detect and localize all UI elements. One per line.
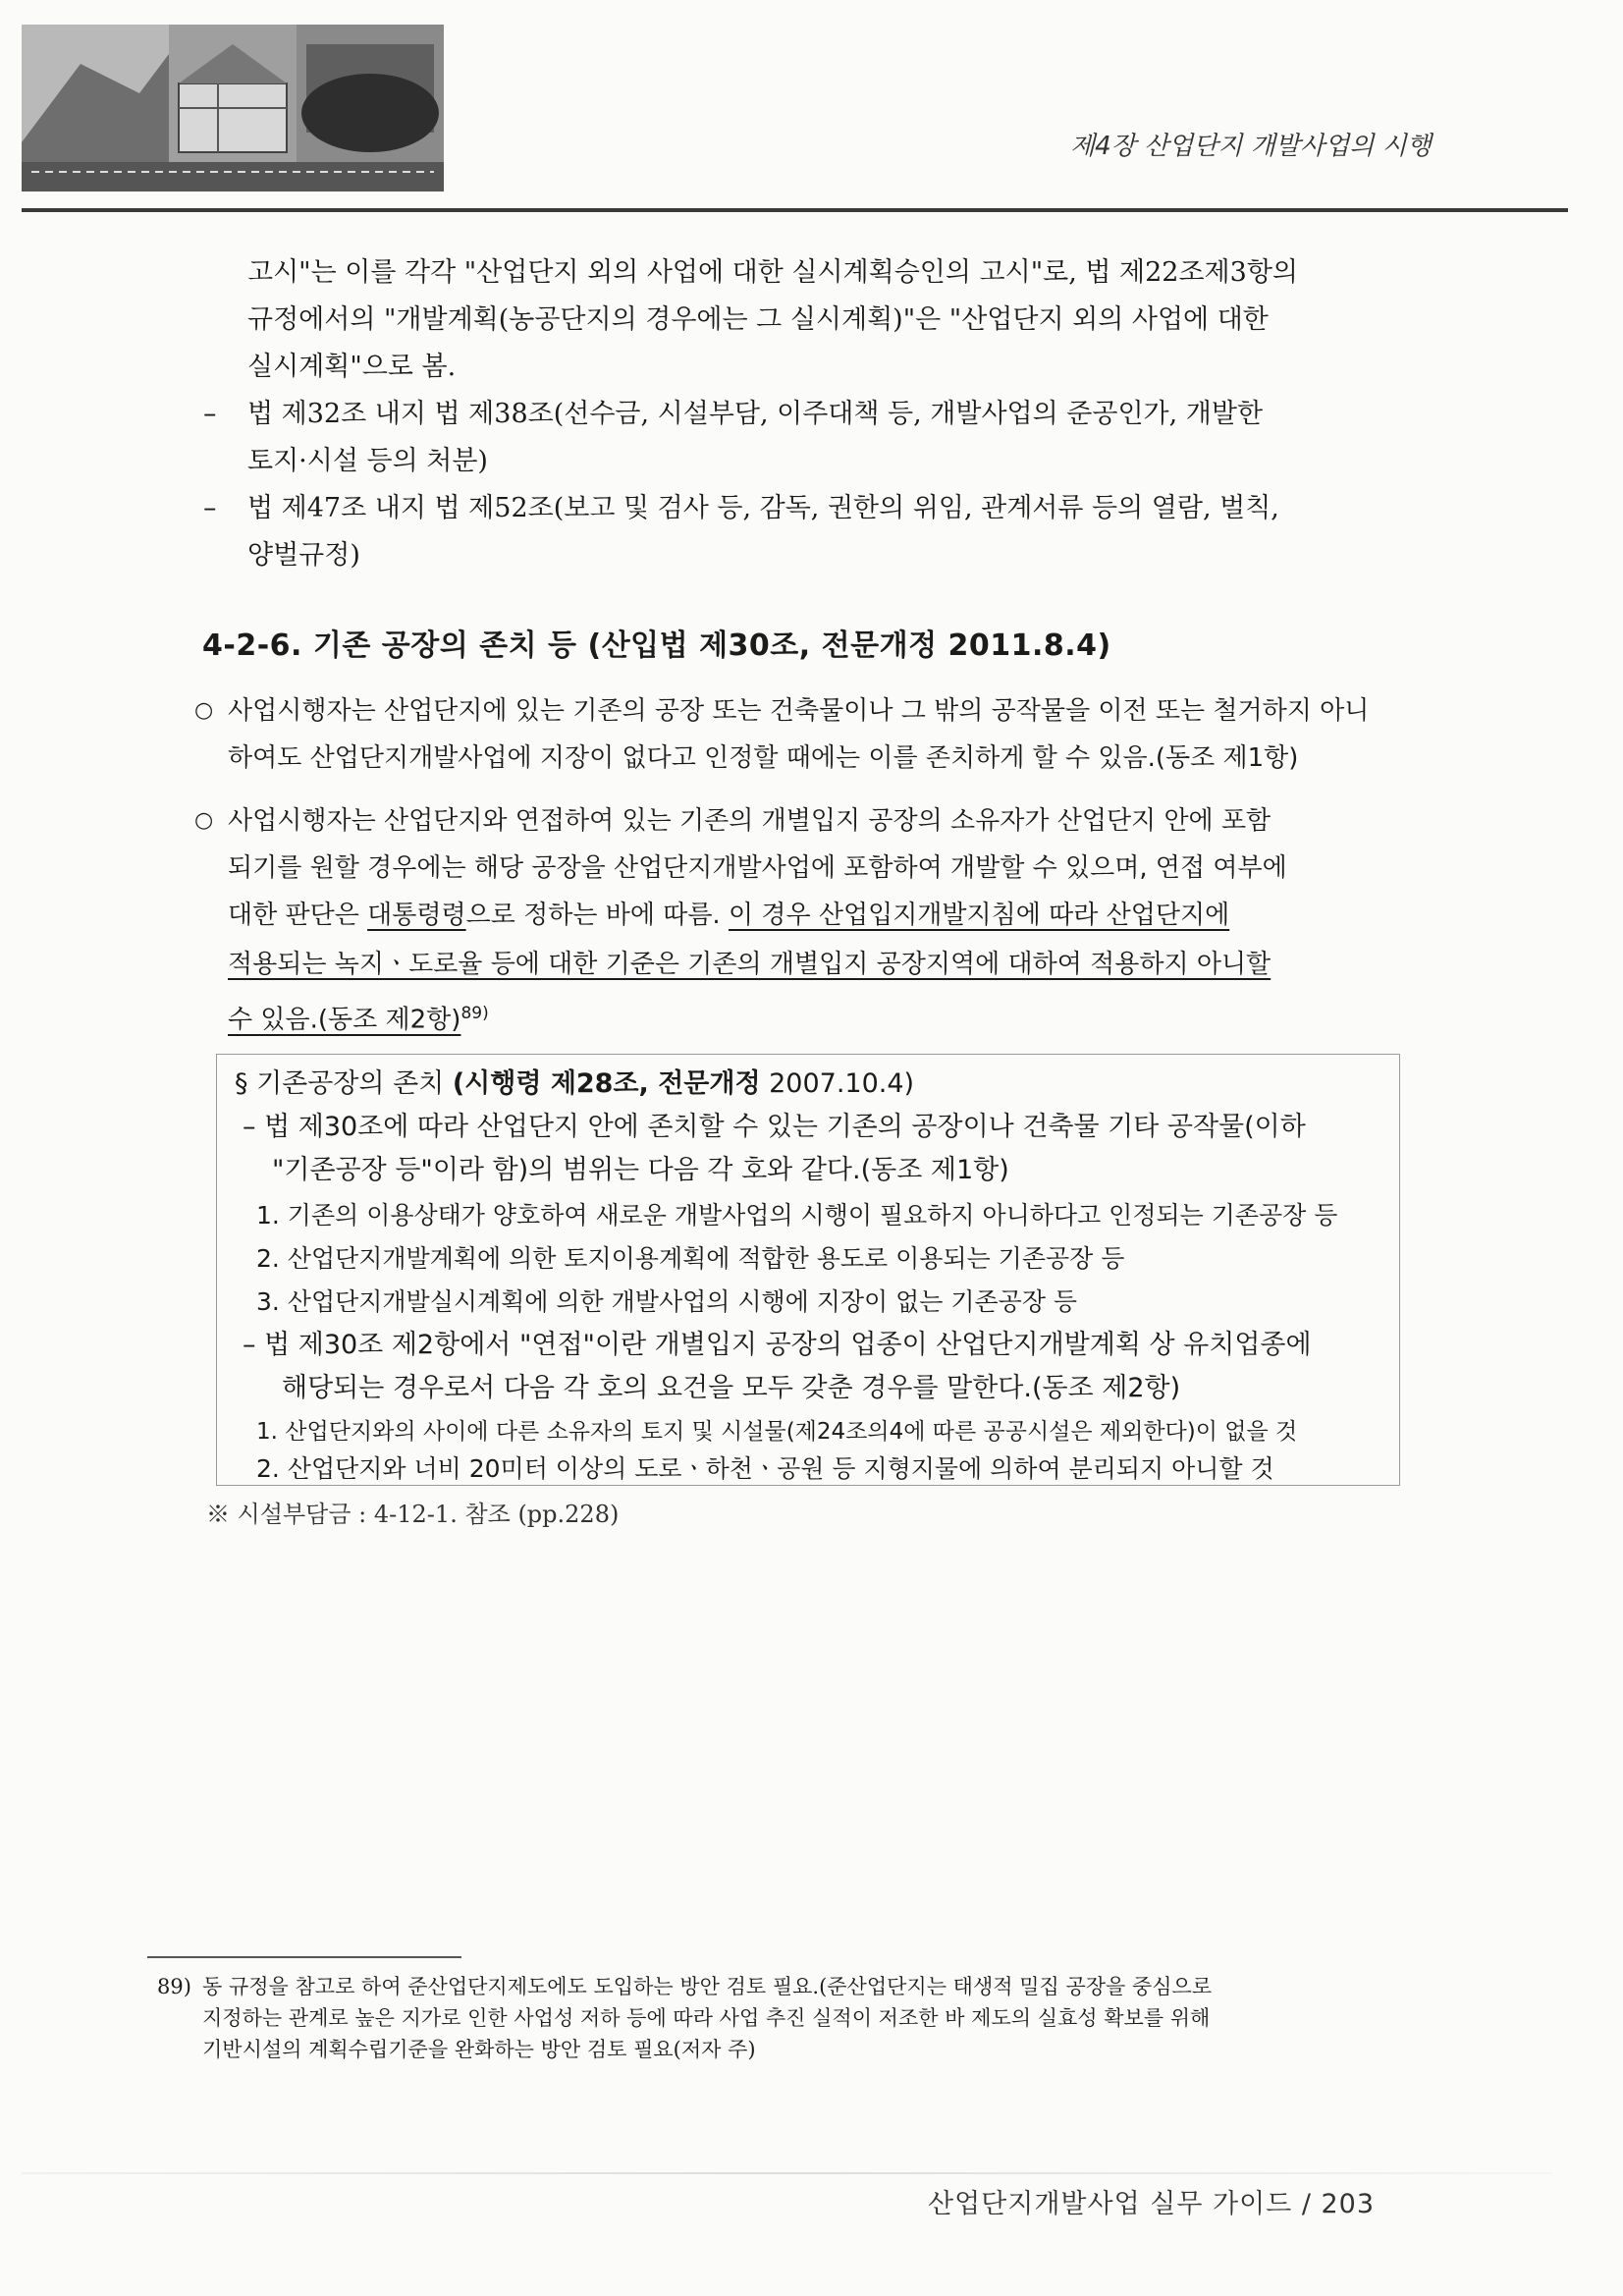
bullet-line: 사업시행자는 산업단지에 있는 기존의 공장 또는 건축물이나 그 밖의 공작물을 이전 또는 철거하지 아니 (228, 696, 1370, 726)
regulation-title-suffix: 2007.10.4) (760, 1068, 915, 1099)
regulation-title-prefix: § 기존공장의 존치 (235, 1068, 453, 1099)
footnote-line: 동 규정을 참고로 하여 준산업단지제도에도 도입하는 방안 검토 필요.(준산업단지는 태생적 밀집 공장을 중심으로 (202, 1975, 1213, 1998)
regulation-title-bold: (시행령 제28조, 전문개정 (452, 1068, 761, 1099)
regulation-item: "기존공장 등"이라 함)의 범위는 다음 각 호와 같다.(동조 제1항) (272, 1155, 1009, 1185)
regulation-box (216, 1054, 1400, 1486)
bullet-text: 으로 정하는 바에 따름. (465, 901, 729, 930)
footnote-line: 기반시설의 계획수립기준을 완화하는 방안 검토 필요(저자 주) (202, 2038, 756, 2061)
underlined-text: 수 있음.(동조 제2항) (228, 1005, 461, 1035)
underlined-text: 이 경우 산업입지개발지침에 따라 산업단지에 (728, 901, 1230, 930)
dash-marker: – (203, 399, 217, 429)
dash-item-line: 토지·시설 등의 처분) (247, 446, 488, 476)
bullet-text: 대한 판단은 (228, 901, 368, 930)
page-footer: 산업단지개발사업 실무 가이드 / 203 (928, 2189, 1376, 2219)
dash-item-line: 양벌규정) (247, 540, 360, 571)
regulation-item: 해당되는 경우로서 다음 각 호의 요건을 모두 갖춘 경우를 말한다.(동조 제2항) (282, 1373, 1181, 1403)
scan-artifact (22, 2172, 1553, 2174)
bullet-line (228, 994, 489, 1040)
chapter-title: 제4장 산업단지 개발사업의 시행 (1070, 132, 1432, 161)
reference-note: ※ 시설부담금 : 4-12-1. 참조 (pp.228) (206, 1501, 620, 1528)
intro-line: 고시"는 이를 각각 "산업단지 외의 사업에 대한 실시계획승인의 고시"로, 법 제22조제3항의 (247, 257, 1298, 288)
regulation-item: 2. 산업단지개발계획에 의한 토지이용계획에 적합한 용도로 이용되는 기존공장 등 (256, 1244, 1125, 1273)
footnote-line: 지정하는 관계로 높은 지가로 인한 사업성 저하 등에 따라 사업 추진 실적이 저조한 바 제도의 실효성 확보를 위해 (202, 2006, 1211, 2030)
regulation-item: 1. 산업단지와의 사이에 다른 소유자의 토지 및 시설물(제24조의4에 따른 공공시설은 제외한다)이 없을 것 (256, 1419, 1298, 1445)
dash-item-line: 법 제47조 내지 법 제52조(보고 및 검사 등, 감독, 권한의 위임, 관계서류 등의 열람, 벌칙, (247, 493, 1279, 523)
bullet-marker: ○ (194, 698, 214, 723)
regulation-item: 1. 기존의 이용상태가 양호하여 새로운 개발사업의 시행이 필요하지 아니하다고 인정되는 기존공장 등 (256, 1201, 1338, 1230)
regulation-item: 3. 산업단지개발실시계획에 의한 개발사업의 시행에 지장이 없는 기존공장 등 (256, 1287, 1078, 1316)
underlined-term: 대통령령 (367, 901, 466, 930)
regulation-item: 2. 산업단지와 너비 20미터 이상의 도로ㆍ하천ㆍ공원 등 지형지물에 의하여 분리되지 아니할 것 (256, 1454, 1274, 1483)
header-divider (22, 208, 1568, 212)
bullet-line: 사업시행자는 산업단지와 연접하여 있는 기존의 개별입지 공장의 소유자가 산업단지 안에 포함 (228, 806, 1271, 836)
intro-line: 실시계획"으로 봄. (247, 352, 457, 382)
regulation-title (235, 1066, 914, 1102)
regulation-item: – 법 제30조에 따라 산업단지 안에 존치할 수 있는 기존의 공장이나 건축물 기타 공작물(이하 (243, 1112, 1306, 1142)
underlined-text: 적용되는 녹지ㆍ도로율 등에 대한 기준은 기존의 개별입지 공장지역에 대하여 적용하지 아니할 (228, 950, 1271, 979)
footnote-divider (147, 1956, 461, 1958)
header-photo (22, 25, 444, 191)
regulation-item: – 법 제30조 제2항에서 "연접"이란 개별입지 공장의 업종이 산업단지개발계획 상 유치업종에 (243, 1330, 1312, 1360)
section-heading: 4-2-6. 기존 공장의 존치 등 (산입법 제30조, 전문개정 2011.8.4) (202, 629, 1111, 663)
dash-item-line: 법 제32조 내지 법 제38조(선수금, 시설부담, 이주대책 등, 개발사업의 준공인가, 개발한 (247, 399, 1264, 429)
bullet-marker: ○ (194, 808, 214, 833)
footnote-ref: 89) (460, 1004, 489, 1023)
bullet-line: 되기를 원할 경우에는 해당 공장을 산업단지개발사업에 포함하여 개발할 수 있으며, 연접 여부에 (228, 853, 1287, 883)
bullet-line (228, 896, 1229, 935)
dash-marker: – (203, 493, 217, 523)
footnote-number: 89) (157, 1975, 191, 1998)
bullet-line: 하여도 산업단지개발사업에 지장이 없다고 인정할 때에는 이를 존치하게 할 수 있음.(동조 제1항) (228, 743, 1299, 773)
intro-line: 규정에서의 "개발계획(농공단지의 경우에는 그 실시계획)"은 "산업단지 외의 사업에 대한 (247, 304, 1269, 335)
